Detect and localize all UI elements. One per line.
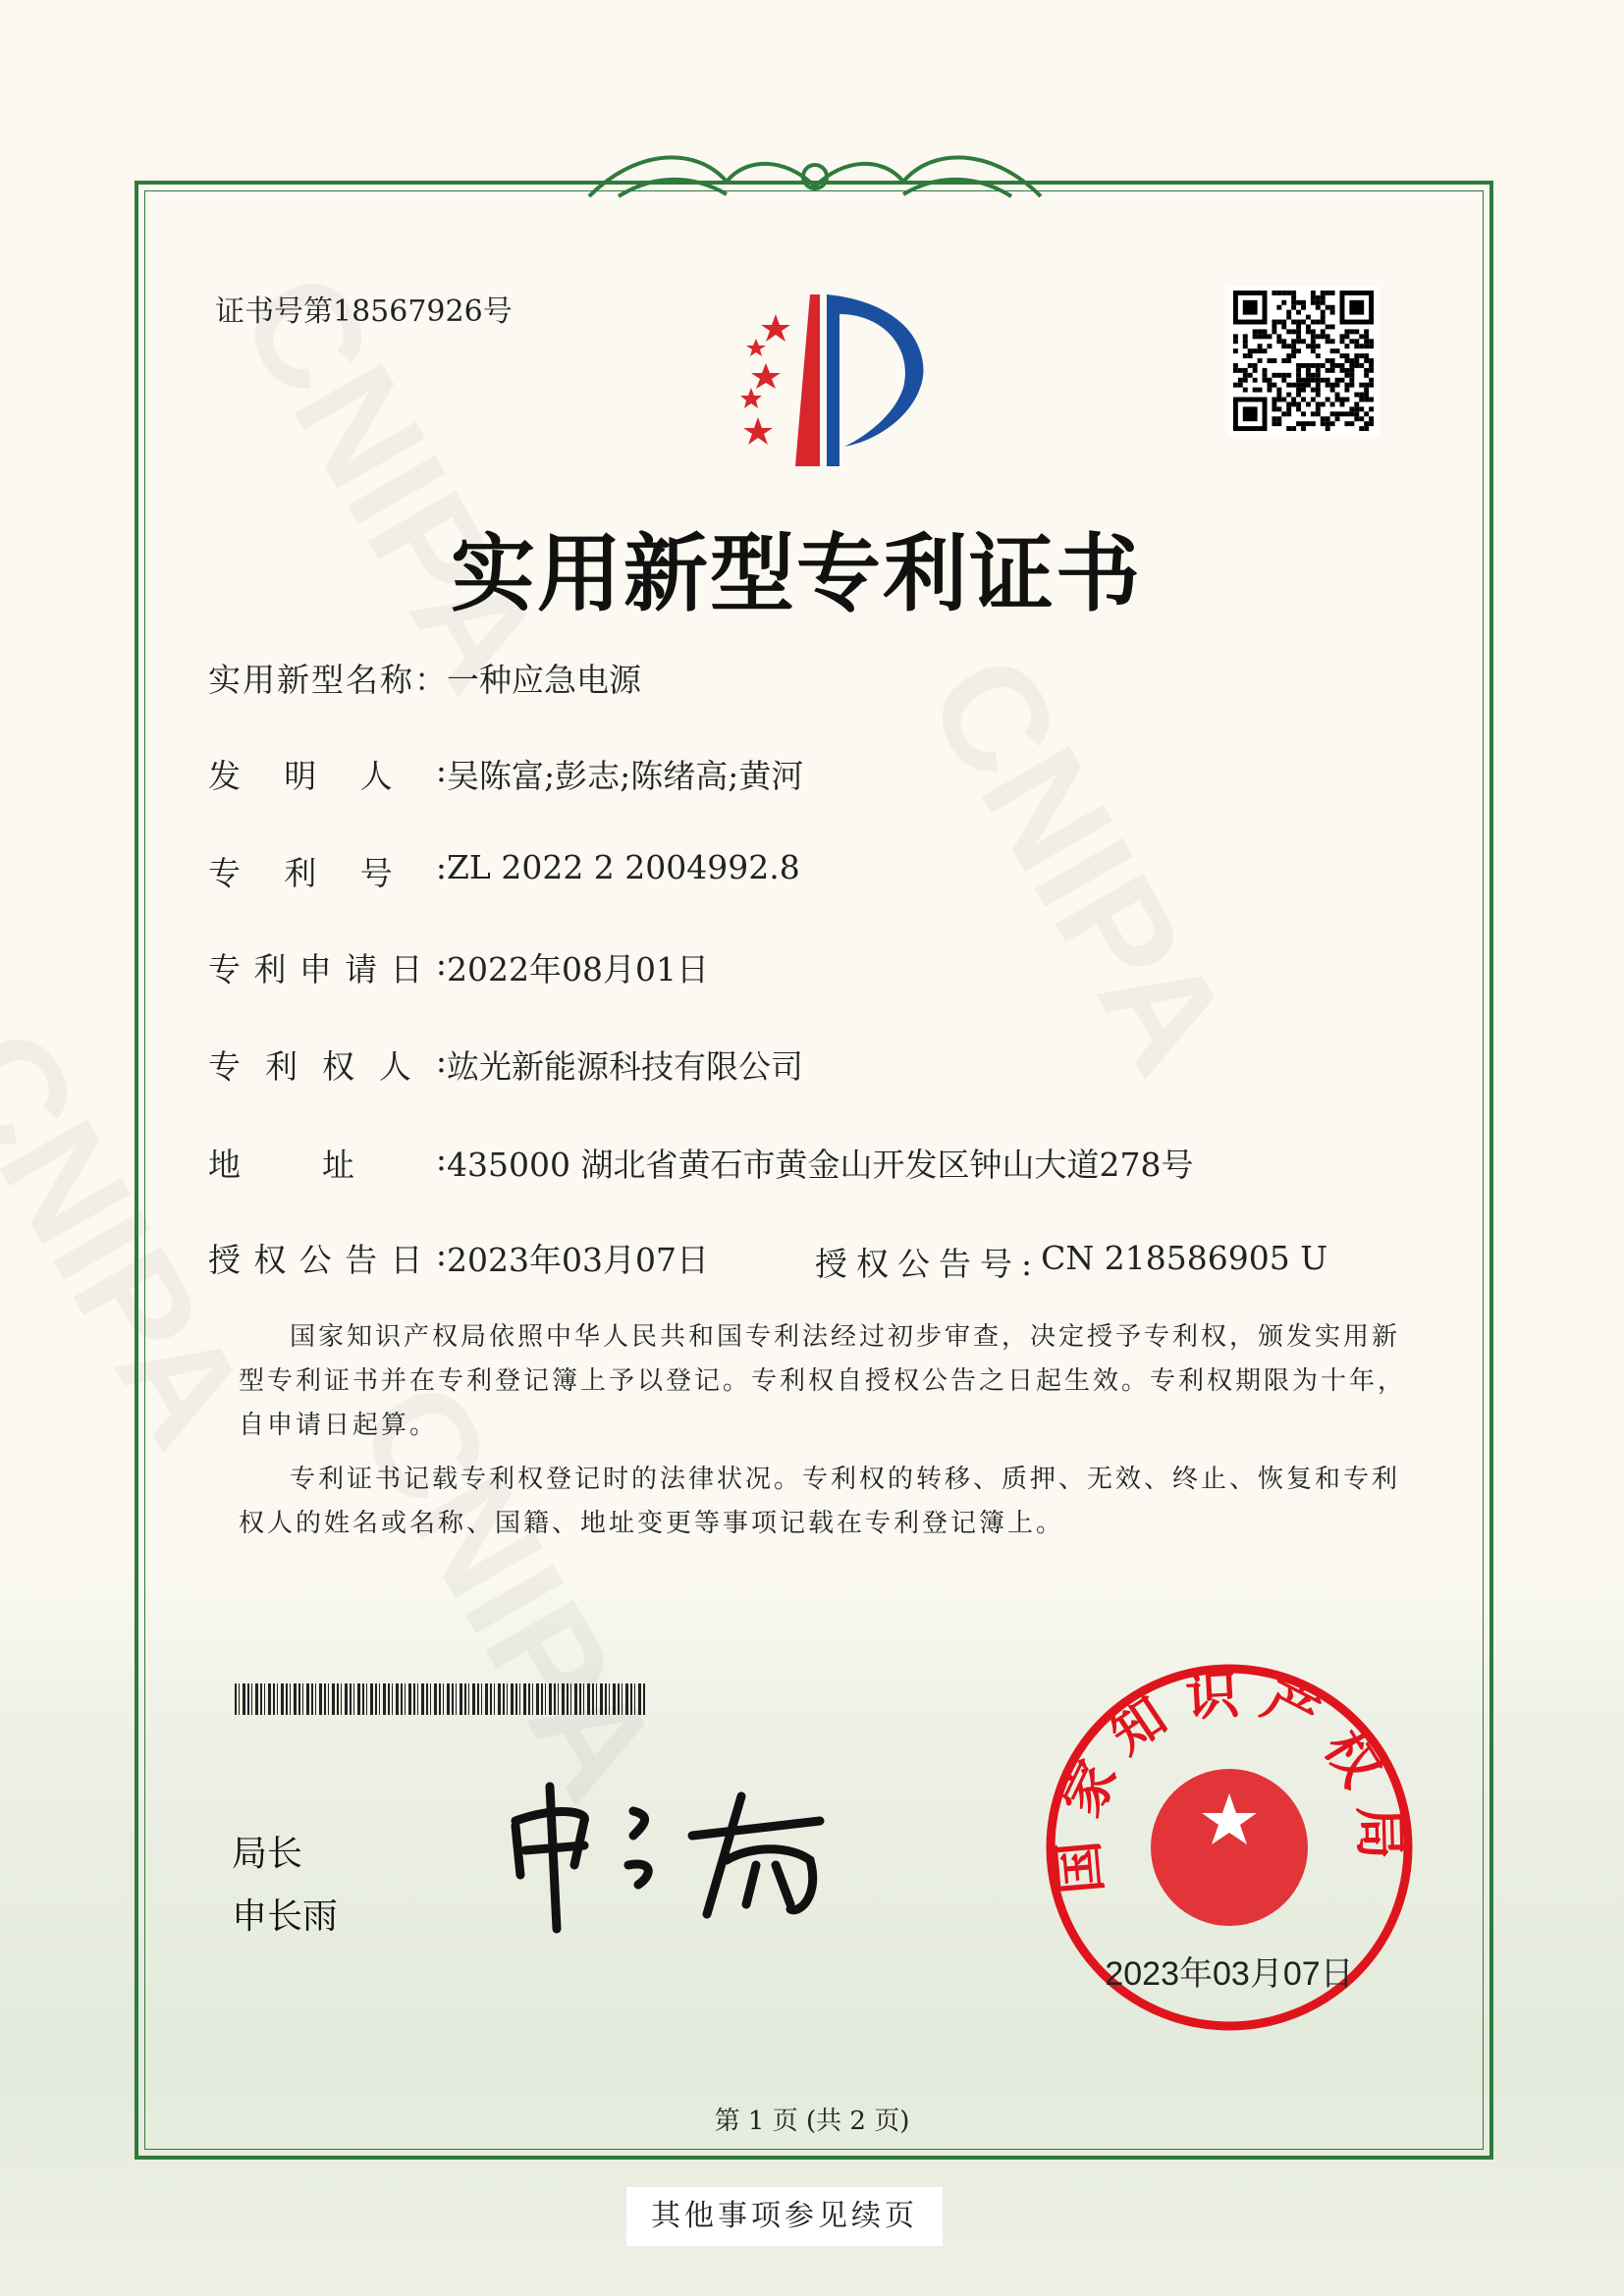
official-seal: [1043, 1661, 1416, 2034]
announcement-number-label: 授权公告号:: [815, 1245, 1042, 1283]
field-label-char: 日: [390, 1241, 423, 1279]
barcode: [235, 1683, 645, 1715]
signature-icon: [496, 1767, 839, 1939]
certificate-statement: [239, 1315, 1422, 1546]
field-label-char: 址: [321, 1146, 354, 1184]
field-label-char: 专: [208, 950, 241, 988]
statement-paragraph: 国家知识产权局依照中华人民共和国专利法经过初步审查，决定授予专利权，颁发实用新型专利证书并在专利登记簿上予以登记。专利权自授权公告之日起生效。专利权期限为十年，自申请日起算。: [239, 1322, 1407, 1440]
field-label: [208, 751, 447, 797]
field-separator: ：: [414, 661, 447, 699]
national-emblem-icon: [1151, 1769, 1308, 1926]
seal-date: 2023年03月07日: [1105, 1955, 1354, 1993]
ornament-top-icon: [579, 137, 1051, 216]
field-label-char: 权: [253, 1241, 287, 1279]
field-value: 吴陈富;彭志;陈绪高;黄河: [447, 757, 804, 795]
field-label-char: 型: [311, 661, 344, 699]
certificate-number: 证书号第18567926号: [215, 294, 513, 329]
field-label-char: 利: [264, 1047, 298, 1086]
field-label: [208, 1235, 447, 1281]
field-label-char: 权: [321, 1047, 354, 1086]
field-separator: :: [435, 1140, 447, 1178]
field-row: [208, 1140, 1193, 1186]
field-value: 一种应急电源: [447, 661, 641, 699]
field-label-char: 用: [243, 661, 275, 699]
field-label-char: 专: [208, 854, 241, 892]
field-label-char: 利: [284, 854, 317, 892]
field-value: 435000 湖北省黄石市黄金山开发区钟山大道278号: [447, 1146, 1194, 1184]
field-separator: :: [435, 1235, 447, 1273]
field-label-char: 实: [208, 661, 241, 699]
field-label-char: 地: [208, 1146, 241, 1184]
field-label-char: 号: [359, 854, 393, 892]
field-label-char: 请: [345, 950, 378, 988]
field-row: [208, 1041, 803, 1088]
field-label-char: 申: [298, 950, 332, 988]
announcement-number-value: CN 218586905 U: [1041, 1239, 1328, 1277]
page-title: 实用新型专利证书: [451, 524, 1142, 623]
field-label-char: 公: [298, 1241, 332, 1279]
field-value: 2022年08月01日: [447, 950, 709, 988]
field-separator: :: [435, 751, 447, 789]
field-separator: :: [435, 848, 447, 886]
field-label: [208, 1041, 447, 1088]
seal-arc-text: 国家知识产权局: [1045, 1662, 1412, 1897]
statement-paragraph: 专利证书记载专利权登记时的法律状况。专利权的转移、质押、无效、终止、恢复和专利权人的姓名或名称、国籍、地址变更等事项记载在专利登记簿上。: [239, 1465, 1401, 1538]
field-row: [208, 848, 800, 894]
field-row: [208, 1235, 709, 1281]
field-separator: :: [435, 1041, 447, 1080]
announcement-number: [815, 1239, 1327, 1285]
field-label-char: 专: [208, 1047, 241, 1086]
qr-code: [1227, 286, 1380, 436]
qr-code-icon: [1227, 286, 1380, 436]
field-label: [208, 655, 447, 701]
field-label: [208, 848, 447, 894]
field-label-char: 人: [359, 757, 393, 795]
field-label-char: 告: [345, 1241, 378, 1279]
field-row: [208, 655, 641, 701]
page-number: 第 1 页 (共 2 页): [714, 2107, 910, 2136]
official-name: 申长雨: [232, 1896, 339, 1937]
field-value: 2023年03月07日: [447, 1241, 709, 1279]
field-row: [208, 751, 803, 797]
field-label-char: 人: [378, 1047, 411, 1086]
continuation-note: 其他事项参见续页: [626, 2187, 943, 2246]
field-label-char: 称: [380, 661, 412, 699]
field-label-char: 新: [277, 661, 309, 699]
field-label-char: 利: [253, 950, 287, 988]
field-label-char: 发: [208, 757, 241, 795]
field-value: 竑光新能源科技有限公司: [447, 1047, 803, 1086]
field-label-char: 授: [208, 1241, 241, 1279]
field-label: [208, 1140, 447, 1186]
official-title: 局长: [232, 1834, 303, 1874]
field-row: [208, 944, 709, 990]
field-separator: :: [435, 944, 447, 983]
field-label-char: 名: [346, 661, 378, 699]
field-label: [208, 944, 447, 990]
field-value: ZL 2022 2 2004992.8: [447, 848, 800, 886]
cnipa-logo-icon: [697, 290, 933, 471]
field-label-char: 日: [390, 950, 423, 988]
field-label-char: 明: [284, 757, 317, 795]
